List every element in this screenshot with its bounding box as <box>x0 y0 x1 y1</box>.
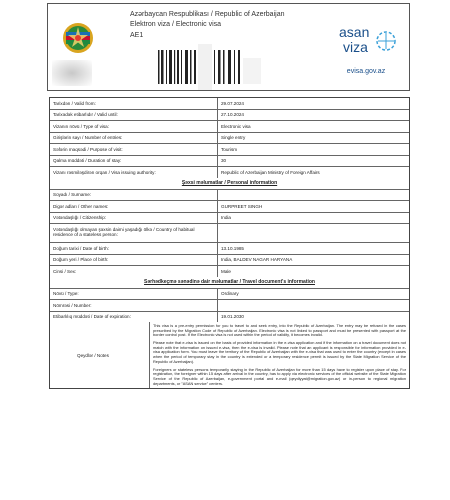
field-label: Doğum tarixi / Date of birth: <box>50 243 218 254</box>
table-row <box>50 156 409 168</box>
brand-url: evisa.gov.az <box>346 68 386 75</box>
header-doc-type: Elektron viza / Electronic visa <box>130 21 222 28</box>
field-label: Soyadı / Surname: <box>50 190 218 201</box>
field-value <box>218 190 409 201</box>
field-value: Tourism <box>221 146 238 152</box>
visa-header <box>47 3 410 91</box>
field-label: Növü / Type: <box>50 289 218 300</box>
section-travel-title: Sərhədkeçmə sənədinə dair məlumatlar / Travel document's information <box>144 279 315 285</box>
field-value: GURPREET SINGH <box>221 203 263 209</box>
barcode-icon <box>148 44 266 90</box>
table-row <box>50 167 409 178</box>
header-visa-number: AE1 <box>130 32 144 39</box>
field-label: Tarixdən / Valid from: <box>50 98 218 109</box>
notes-paragraph: Please note that e-visa is issued on the basis of provided information in the e-visa application and if the information on a travel document does not match with the information on issued e-visa, then the e-visa is invalid. Please note that an applicant is responsible for information provided in e-visa application form. You must leave the territory of the Republic of Azerbaijan with the e-visa that was used to enter the country (except in cases when the period of temporary stay in the country is extended or a temporary residence permit is issued by the State Migration Service of the Republic of Azerbaijan). <box>153 340 406 364</box>
notes-body <box>150 322 409 388</box>
notes-label: Qeydlər / Notes <box>50 322 150 388</box>
field-label: Girişlərin sayı / Number of entries: <box>50 133 218 144</box>
field-value: 29.07.2024 <box>221 100 244 106</box>
table-row <box>50 144 409 156</box>
asan-viza-logo <box>331 21 401 75</box>
field-label: Səfərin məqsədi / Purpose of visit: <box>50 144 218 155</box>
table-row <box>50 300 409 312</box>
table-row <box>50 312 409 323</box>
field-label: Vizanın növü / Type of visa: <box>50 121 218 132</box>
table-row <box>50 255 409 267</box>
section-personal-title: Şəxsi məlumatlar / Personal information <box>181 180 278 186</box>
field-label: Nömrəsi / Number: <box>50 300 218 311</box>
field-value: Male <box>221 268 231 274</box>
field-value: Republic of Azerbaijan Ministry of Foreign Affairs <box>221 169 320 175</box>
field-value: India, BALDEV NAGAR HARYANA <box>221 257 293 263</box>
notes-row <box>50 322 409 388</box>
table-row <box>50 98 409 110</box>
visa-details-table <box>49 97 410 389</box>
field-label: Qalma müddəti / Duration of stay: <box>50 156 218 167</box>
field-value: India <box>221 215 231 221</box>
table-row <box>50 190 409 202</box>
table-row <box>50 201 409 213</box>
table-row <box>50 213 409 225</box>
azerbaijan-emblem-icon <box>62 18 94 58</box>
brand-top: asan <box>339 24 370 40</box>
table-row <box>50 266 409 277</box>
table-row <box>50 133 409 145</box>
field-value: 19.01.2030 <box>221 314 244 320</box>
personal-fields <box>50 190 409 277</box>
table-row <box>50 289 409 301</box>
field-value: 30 <box>221 158 227 164</box>
field-value: Ordinary <box>221 291 239 297</box>
asan-viza-logo-icon <box>331 21 401 61</box>
field-label: Doğum yeri / Place of birth: <box>50 255 218 266</box>
field-value: Electronic visa <box>221 123 251 129</box>
field-label: Tarixədək etibarlıdır / Valid until: <box>50 110 218 121</box>
table-row <box>50 243 409 255</box>
field-label: Cinsi / Sex: <box>50 266 218 277</box>
table-row <box>50 110 409 122</box>
notes-paragraph: Foreigners or stateless persons temporarily staying in the Republic of Azerbaijan for more than 15 days have to register upon place of stay. For registration, the foreigner within 15 days after arrival in the country, has to apply via electronic services of the official website of the State Migration Service of the Republic of Azerbaijan, e-government portal and e-mail (qeydiyyat@migration.gov.az) or in-person to regional migration departments, or "ASAN service" centers. <box>153 366 406 386</box>
field-value: 13.10.1985 <box>221 245 244 251</box>
table-row <box>50 121 409 133</box>
header-country: Azərbaycan Respublikası / Republic of Azerbaijan <box>130 11 285 18</box>
field-value <box>218 224 409 242</box>
field-value <box>218 300 409 311</box>
field-value: 27.10.2024 <box>221 112 244 118</box>
notes-paragraph: This visa is a pre-entry permission for you to travel to and seek entry, into the Republic of Azerbaijan. The entry may be refused in the cases prescribed by the Migration Code of Republic of Azerbaijan. Electronic visa is not linked to passport and must be presented with passport at the border control post. If the Electronic visa is not used within the period of validity, it becomes invalid. <box>153 323 406 338</box>
table-row <box>50 224 409 243</box>
brand-bottom: viza <box>343 39 368 55</box>
section-travel-header <box>50 277 409 289</box>
travel-fields <box>50 289 409 323</box>
redacted-area <box>52 60 92 86</box>
field-label: Vizanı rəsmiləşdirən orqan / Visa issuing authority: <box>50 167 218 178</box>
field-label: Vətəndaşlığı / Citizenship: <box>50 213 218 224</box>
field-label: Digər adları / Other names: <box>50 201 218 212</box>
field-label: Etibarlılıq müddəti / Date of expiration: <box>50 312 218 323</box>
field-value: Single entry <box>221 135 246 141</box>
field-label: Vətəndaşlığı olmayan şəxsin daimi yaşadığı ölkə / Country of habitual residence of a stateless person: <box>50 224 218 242</box>
visa-fields <box>50 98 409 178</box>
section-personal-header <box>50 178 409 190</box>
